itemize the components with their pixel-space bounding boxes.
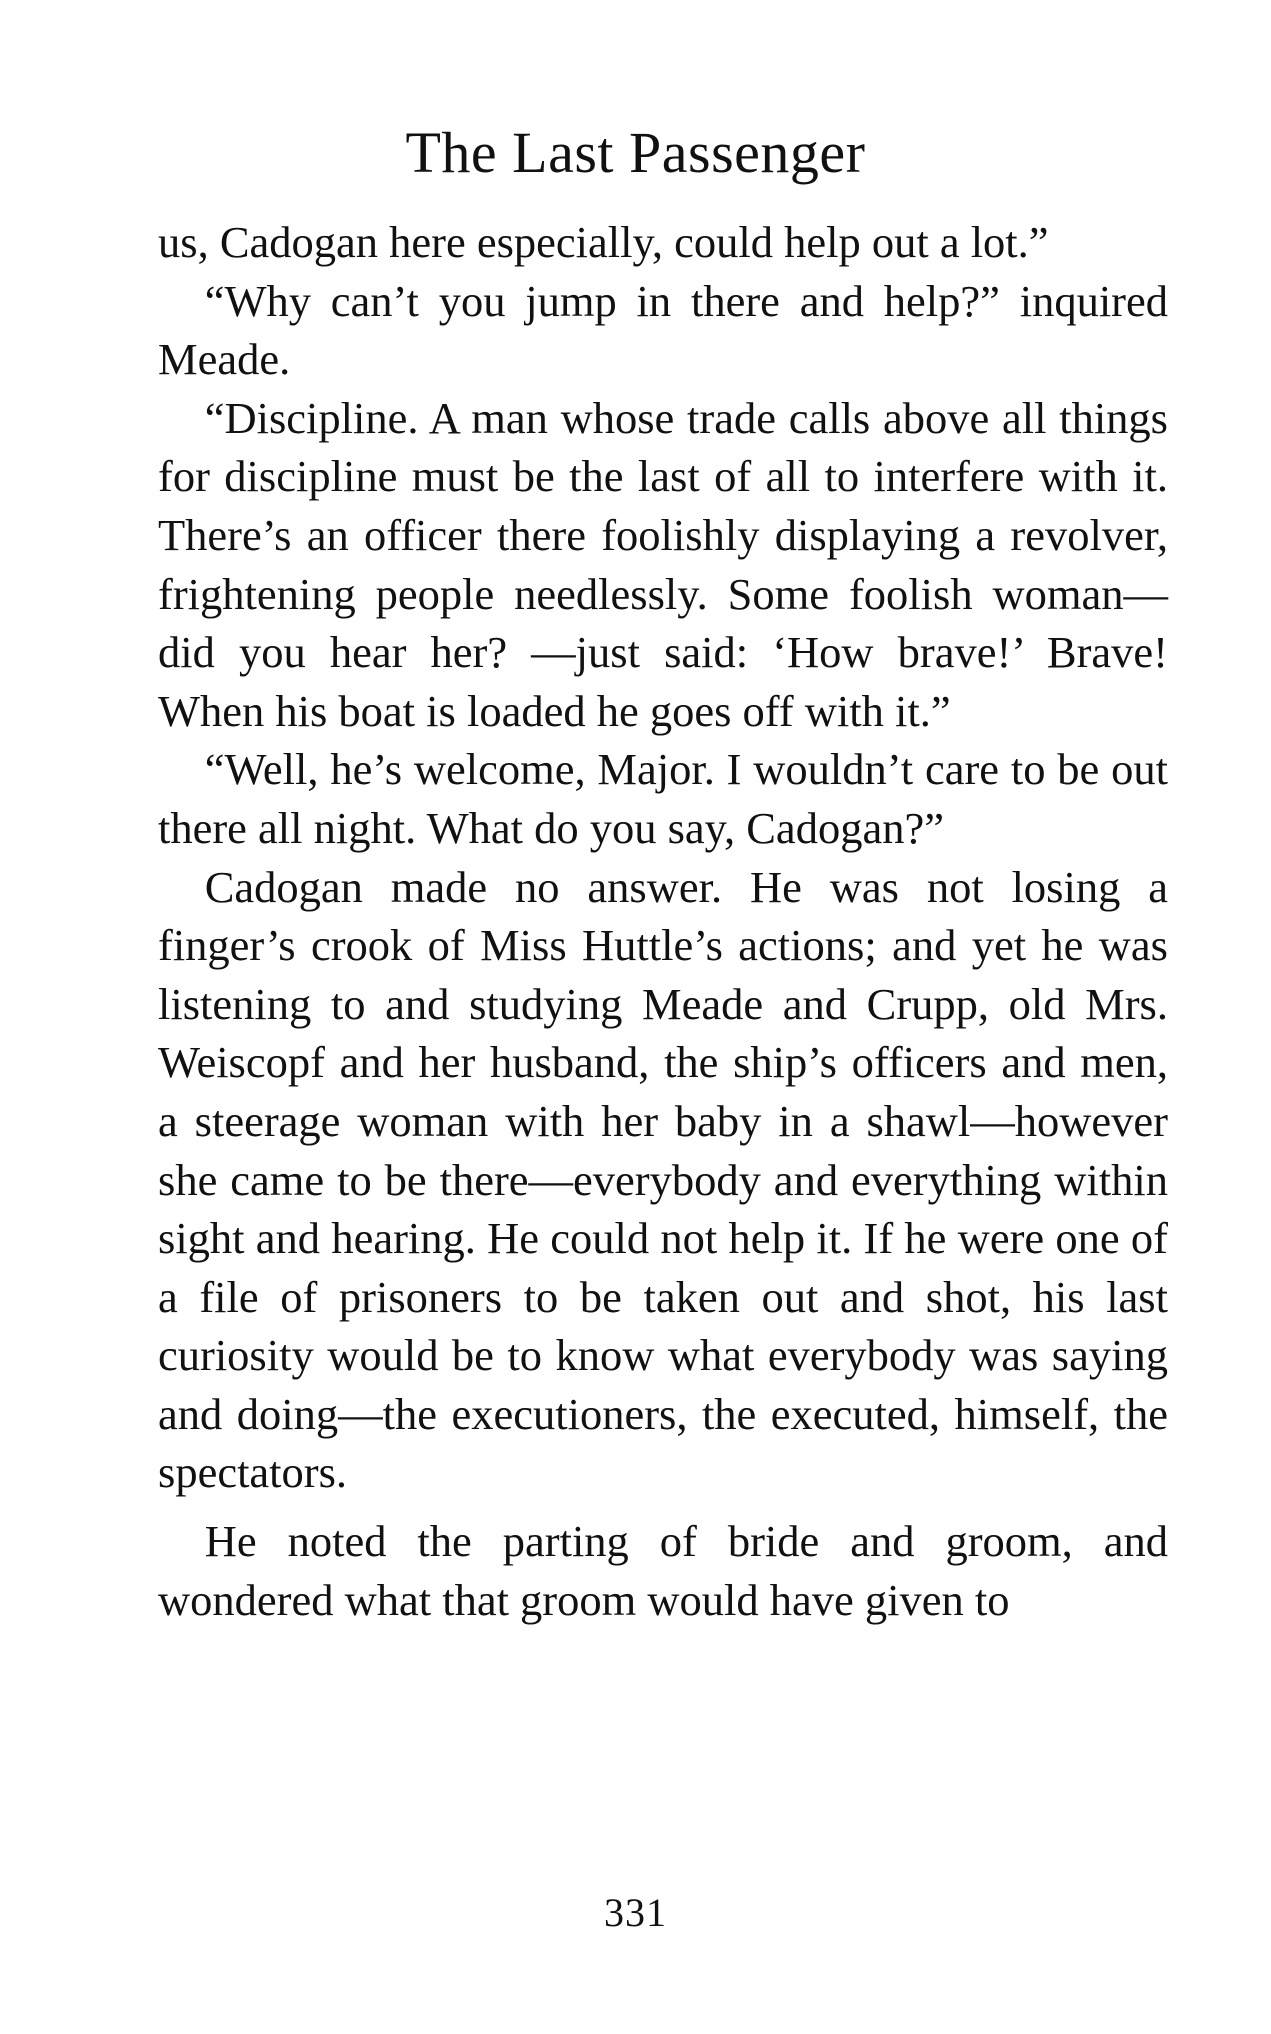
- running-title: The Last Passenger: [405, 120, 866, 185]
- paragraph: He noted the parting of bride and groom, and wondered what that groom would have given to: [158, 1516, 1168, 1625]
- paragraph: “Discipline. A man whose trade calls above all things for discipline must be the last of all to interfere with it. There’s an officer there foolishly displaying a revolver, frightening people needlessly. Some foolish woman—did you hear her? —just said: ‘How brave!’ Brave! When his boat is loaded he goes off with it.”: [158, 392, 1168, 736]
- paragraph: “Why can’t you jump in there and help?” inquired Meade.: [158, 275, 1168, 385]
- paragraph: “Well, he’s welcome, Major. I wouldn’t care to be out there all night. What do you say, Cadogan?”: [158, 744, 1168, 853]
- paragraph-continued: us, Cadogan here especially, could help out a lot.”: [158, 217, 1049, 267]
- body-text: [158, 213, 1168, 1629]
- page-number: 331: [604, 1890, 667, 1935]
- paragraph: Cadogan made no answer. He was not losing a finger’s crook of Miss Huttle’s actions; and yet he was listening to and studying Meade and Crupp, old Mrs. Weiscopf and her husband, the ship’s officers and men, a steerage woman with her baby in a shawl—however she came to be there—everybody and everything within sight and hearing. He could not help it. If he were one of a file of prisoners to be taken out and shot, his last curiosity would be to know what everybody was saying and doing—the executioners, the executed, himself, the spectators.: [158, 861, 1168, 1498]
